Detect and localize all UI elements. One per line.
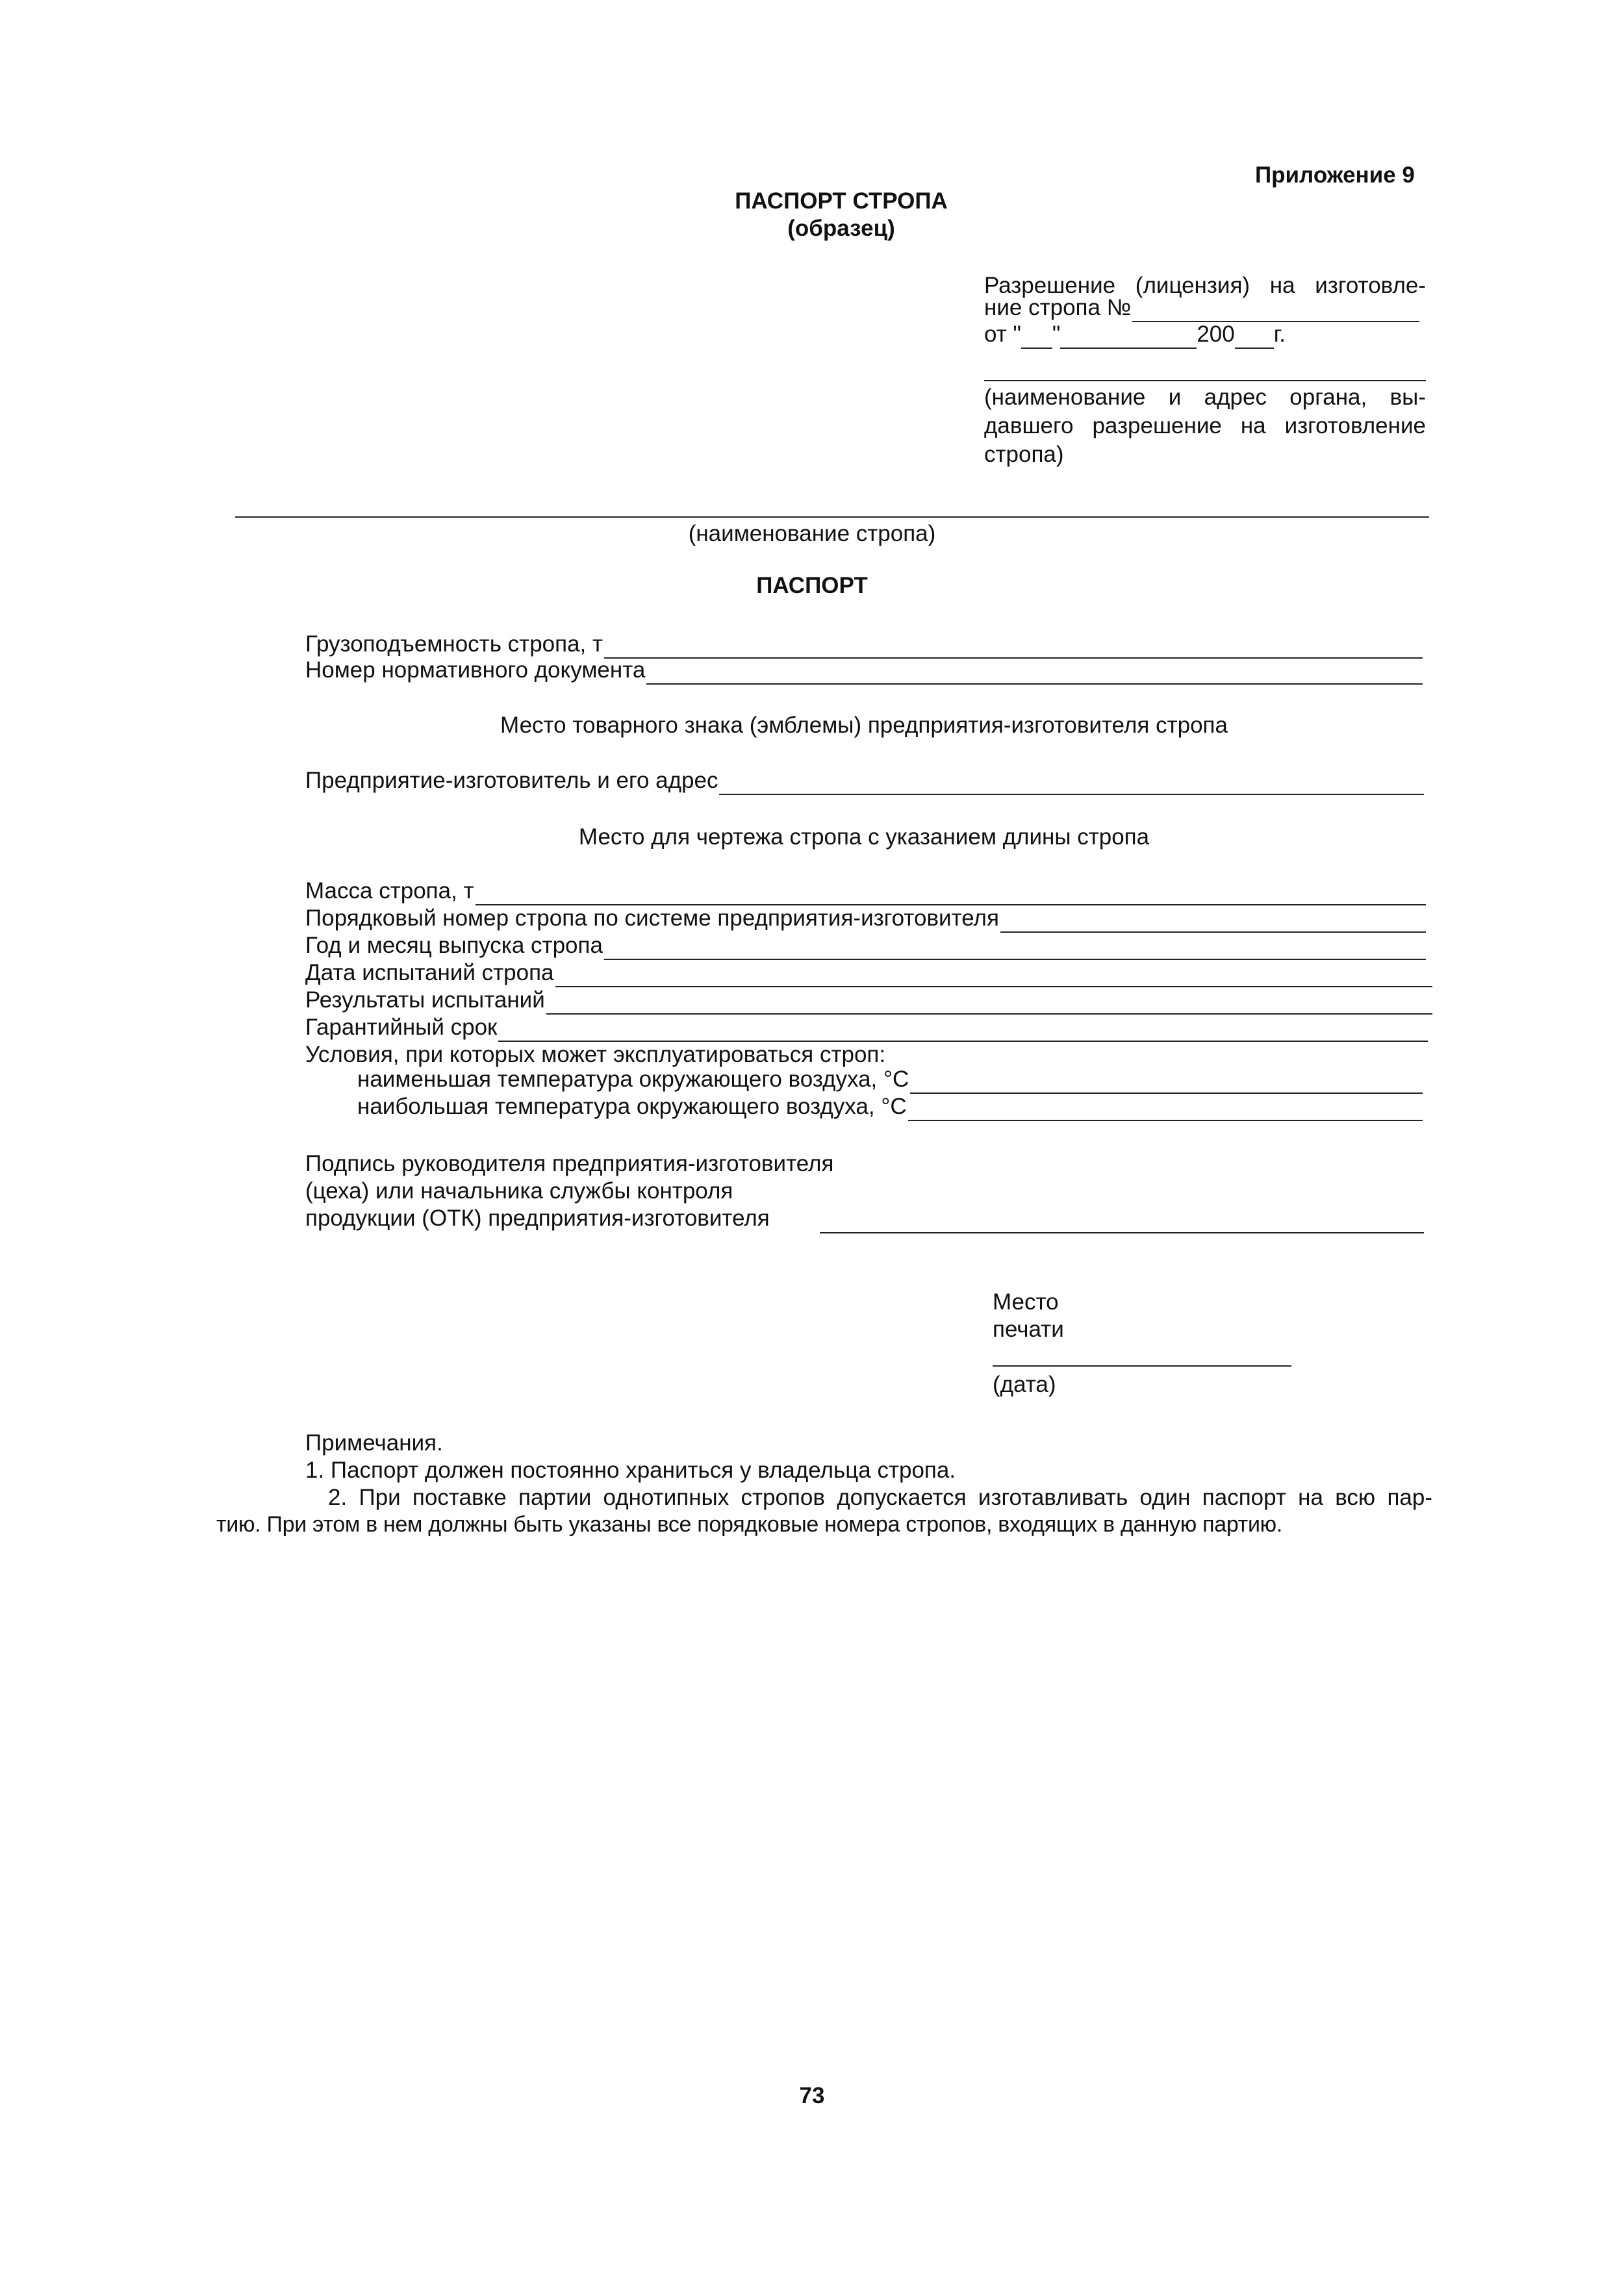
permission-date-prefix: от " [984,322,1021,347]
note-1: 1. Паспорт должен постоянно храниться у владельца стропа. [305,1458,956,1483]
field-test-results-input[interactable] [546,994,1432,1015]
field-test-date-input[interactable] [555,967,1432,987]
field-max-temp-label: наибольшая температура окружающего воздуха, °С [357,1094,907,1120]
note-2-line2: тию. При этом в нем должны быть указаны все порядковые номера стропов, входящих в данную партию. [216,1512,1282,1537]
permission-month-field[interactable] [1060,328,1197,349]
stamp-place-line1: Место [993,1289,1059,1315]
signature-label-line1: Подпись руководителя предприятия-изготовителя [305,1151,834,1176]
permission-year-prefix: 200 [1197,322,1235,347]
permission-number-row [984,294,1419,322]
field-test-date [305,959,1432,987]
permission-day-field[interactable] [1021,328,1052,349]
field-min-temp-input[interactable] [910,1073,1423,1094]
signature-label-line3: продукции (ОТК) предприятия-изготовителя [305,1206,770,1231]
notes-title: Примечания. [305,1430,443,1456]
trademark-place: Место товарного знака (эмблемы) предприятия-изготовителя стропа [500,713,1228,738]
permission-line1: Разрешение (лицензия) на изготовле- [984,273,1426,298]
stamp-place-line2: печати [993,1317,1064,1342]
field-min-temp-label: наименьшая температура окружающего воздуха, °С [357,1067,909,1093]
field-manufacturer [305,766,1424,795]
permission-number-label: ние стропа № [984,295,1132,321]
field-year-month [305,931,1426,960]
signature-field[interactable] [820,1232,1424,1233]
document-title: ПАСПОРТ СТРОПА [735,188,948,214]
signature-label-line2: (цеха) или начальника службы контроля [305,1178,733,1204]
field-test-results-label: Результаты испытаний [305,987,545,1013]
field-norm-doc-label: Номер нормативного документа [305,657,646,683]
field-norm-doc-input[interactable] [646,664,1423,685]
page-number: 73 [799,2083,825,2108]
field-serial-label: Порядковый номер стропа по системе предприятия-изготовителя [305,905,999,931]
field-max-temp [357,1093,1423,1121]
field-serial [305,904,1426,933]
permission-date-row [984,320,1322,349]
field-test-date-label: Дата испытаний стропа [305,960,554,986]
authority-caption: (наименование и адрес органа, вы- давшего разрешение на изготовление стропа) [984,385,1426,467]
field-test-results [305,986,1432,1015]
field-warranty [305,1013,1428,1042]
permission-number-field[interactable] [1132,301,1419,322]
field-norm-doc [305,656,1423,685]
field-capacity [305,630,1423,659]
permission-year-suffix: г. [1273,322,1286,347]
sling-name-field[interactable] [235,516,1429,518]
field-manufacturer-label: Предприятие-изготовитель и его адрес [305,768,718,794]
field-max-temp-input[interactable] [908,1100,1423,1121]
field-mass-label: Масса стропа, т [305,878,474,904]
conditions-label: Условия, при которых может эксплуатироваться строп: [305,1042,886,1067]
field-warranty-input[interactable] [498,1021,1428,1042]
field-serial-input[interactable] [1000,912,1426,933]
sling-name-caption: (наименование стропа) [688,521,936,546]
permission-date-quote: " [1052,322,1061,347]
field-manufacturer-input[interactable] [719,774,1424,795]
field-warranty-label: Гарантийный срок [305,1015,498,1041]
date-field[interactable] [993,1365,1291,1367]
passport-title: ПАСПОРТ [756,573,868,598]
field-year-month-label: Год и месяц выпуска стропа [305,933,603,959]
permission-year-field[interactable] [1235,328,1274,349]
field-mass-input[interactable] [476,885,1426,905]
field-min-temp [357,1065,1423,1094]
drawing-place: Место для чертежа стропа с указанием длины стропа [578,824,1150,850]
document-subtitle: (образец) [787,216,895,241]
field-year-month-input[interactable] [604,939,1426,960]
appendix-label: Приложение 9 [1255,162,1415,188]
field-mass [305,877,1426,905]
date-caption: (дата) [993,1372,1056,1397]
field-capacity-label: Грузоподъемность стропа, т [305,631,603,657]
note-2-line1: 2. При поставке партии однотипных стропов допускается изготавливать один паспорт на всю пар- [328,1485,1432,1510]
authority-field[interactable] [984,380,1426,381]
